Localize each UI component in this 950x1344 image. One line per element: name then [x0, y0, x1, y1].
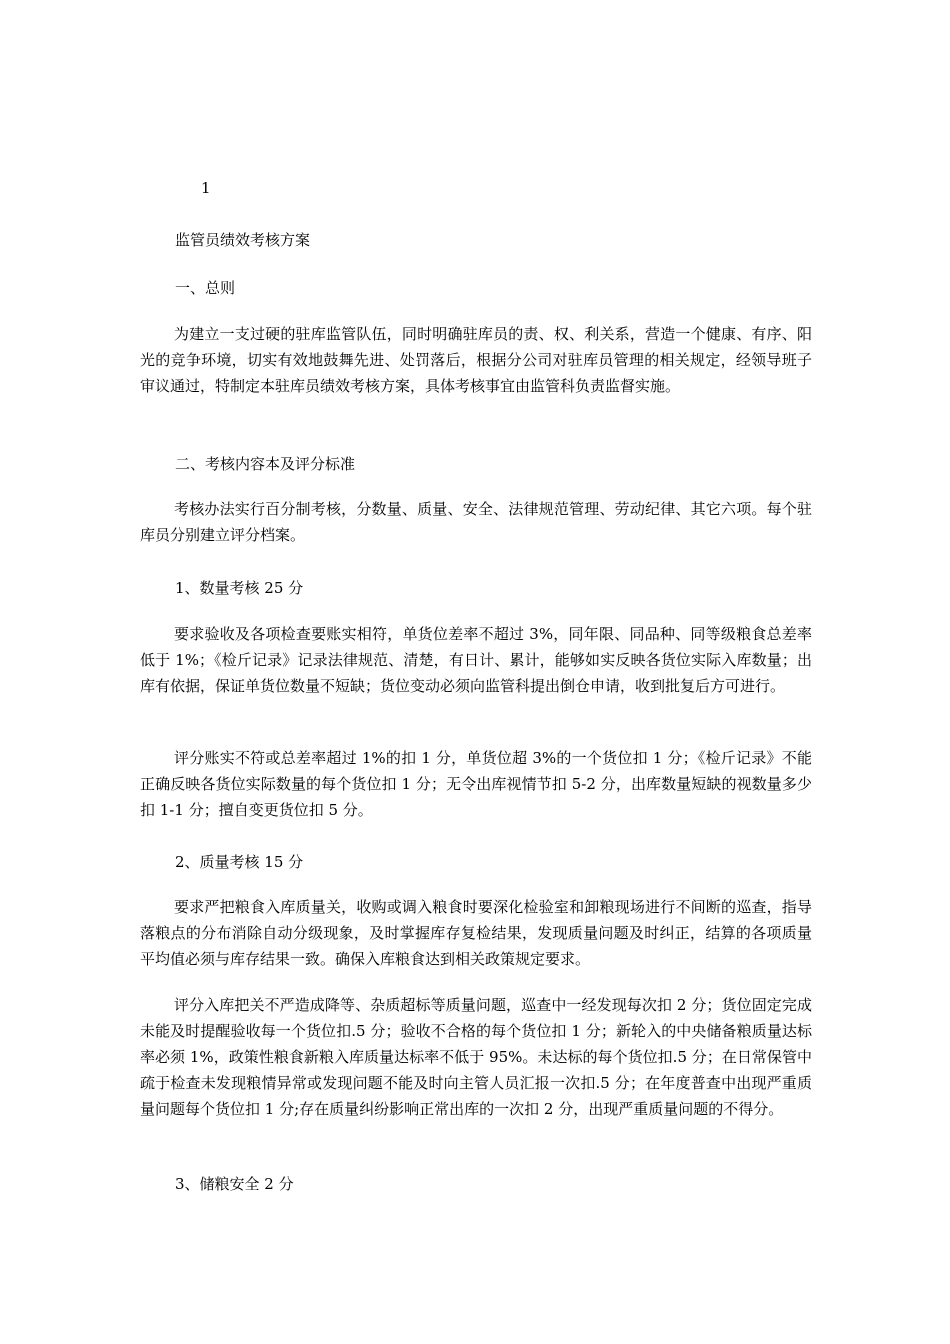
item-2-requirement: 要求严把粮食入库质量关，收购或调入粮食时要深化检验室和卸粮现场进行不间断的巡查，指导落粮点的分布消除自动分级现象，及时掌握库存复检结果，发现质量问题及时纠正，结算的各项质量平均值必须与库存结果一致。确保入库粮食达到相关政策规定要求。 [140, 898, 812, 968]
page-number: 1 [201, 179, 211, 197]
item-2-scoring: 评分入库把关不严造成降等、杂质超标等质量问题，巡查中一经发现每次扣 2 分；货位固定完成未能及时提醒验收每一个货位扣.5 分；验收不合格的每个货位扣 1 分；新轮入的中央储备粮质量达标率必须 1%，政策性粮食新粮入库质量达标率不低于 95%。未达标的每个货位扣.5 分；在日常保管中疏于检查未发现粮情异常或发现问题不能及时向主管人员汇报一次扣.5 分；在年度普查中出现严重质量问题每个货位扣 1 分;存在质量纠纷影响正常出库的一次扣 2 分，出现严重质量问题的不得分。 [140, 996, 812, 1118]
item-2-heading: 2、质量考核 15 分 [175, 853, 304, 871]
item-3-heading: 3、储粮安全 2 分 [175, 1175, 294, 1193]
section-1-paragraph: 为建立一支过硬的驻库监管队伍，同时明确驻库员的责、权、利关系，营造一个健康、有序、阳光的竞争环境，切实有效地鼓舞先进、处罚落后，根据分公司对驻库员管理的相关规定，经领导班子审议通过，特制定本驻库员绩效考核方案，具体考核事宜由监管科负责监督实施。 [140, 325, 812, 395]
item-1-heading: 1、数量考核 25 分 [175, 579, 304, 597]
section-2-heading: 二、考核内容本及评分标准 [175, 455, 356, 473]
item-1-requirement: 要求验收及各项检查要账实相符，单货位差率不超过 3%，同年限、同品种、同等级粮食总差率低于 1%；《检斤记录》记录法律规范、清楚，有日计、累计，能够如实反映各货位实际入库数量；出库有依据，保证单货位数量不短缺；货位变动必须向监管科提出倒仓申请，收到批复后方可进行。 [140, 625, 812, 695]
section-2-paragraph: 考核办法实行百分制考核，分数量、质量、安全、法律规范管理、劳动纪律、其它六项。每个驻库员分别建立评分档案。 [140, 500, 812, 544]
section-1-heading: 一、总则 [175, 279, 236, 297]
document-title: 监管员绩效考核方案 [175, 231, 311, 249]
item-1-scoring: 评分账实不符或总差率超过 1%的扣 1 分，单货位超 3%的一个货位扣 1 分；《检斤记录》不能正确反映各货位实际数量的每个货位扣 1 分；无令出库视情节扣 5-2 分，出库数量短缺的视数量多少扣 1-1 分；擅自变更货位扣 5 分。 [140, 749, 812, 819]
